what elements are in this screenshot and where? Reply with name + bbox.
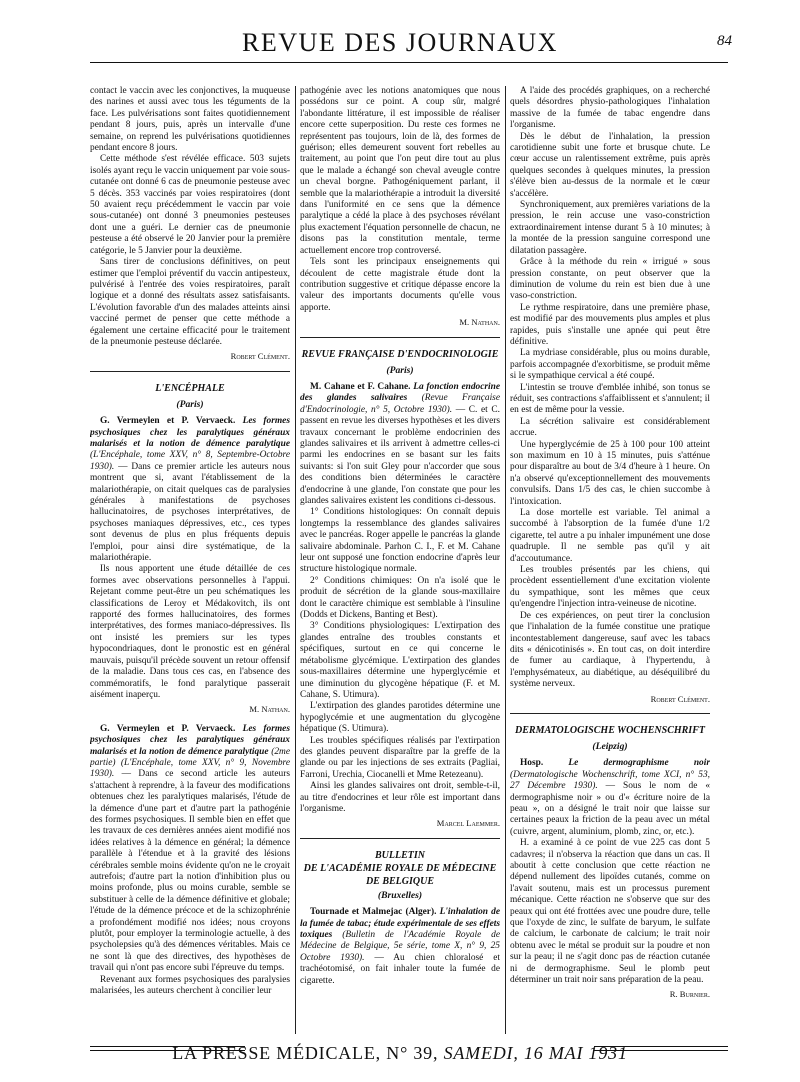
paragraph: Ils nous apportent une étude détaillée de ces formes avec observations personnelles à l'appui. Rejetant comme peut-être un peu schématiques les classifications de Leroy et Médakovitch, ils ont rapporté des formes hallucinatoires, des formes interprétatives, des formes maniaco-dépressives. Ils ont insisté les premiers sur les types hypocondriaques, dont le pronostic est en général mauvais, puisqu'il précède souvent un retour offensif de la maladie. Dans tous ces cas, en l'absence des commémoratifs, le fond paralytique passerait aisément inaperçu. (90, 564, 290, 700)
paragraph: Synchroniquement, aux premières variations de la pression, le rein accuse une vaso-constriction extraordinairement intense durant 5 à 10 minutes; à la montée de la pression sanguine correspond une dilatation passagère. (510, 200, 710, 256)
article-title: L'inhalation de la fumée de tabac; étude expérimentale de ses effets toxiques (300, 907, 500, 940)
section-city: (Leipzig) (592, 740, 628, 752)
paragraph: La dose mortelle est variable. Tel animal a succombé à l'absorption de la fumée d'une 1/2 cigarette, tel autre a pu inhaler impunément une dose quadruple. Il ne semble pas qu'il y ait d'accoutumance. (510, 508, 710, 564)
paragraph: Revenant aux formes psychosiques des paralysies malarisées, les auteurs cherchent à concilier leur (90, 974, 290, 997)
footer-issue: N° 39, (386, 1043, 439, 1063)
paragraph: pathogénie avec les notions anatomiques que nous possédons sur ce point. A coup sûr, malgré l'abondante littérature, il est impossible de réaliser encore cette superposition. Du reste ces formes ne représentent pas toujours, loin de là, des formes de guérison; elles demeurent souvent fort rebelles au traitement, au point que l'on peut dire tout au plus que le malade a échangé son cheval aveugle contre un cheval borgne. Pathogéniquement parlant, il semble que la malariothérapie a introduit la diversité dans l'uniformité en ce sens que la démence paralytique a cédé la place à des psychoses révélant plus exactement l'équation personnelle de chacun, ne disons pas la constitution mentale, terme actuellement encore trop controversé. (300, 86, 500, 256)
footer-date: SAMEDI, 16 MAI 1931 (443, 1043, 628, 1063)
signature: Marcel Laemmer. (436, 818, 500, 829)
header-rule (90, 62, 728, 63)
article-body: — Dans ce premier article les auteurs nous montrent que si, avant l'établissement de la malariothérapie, on citait quelques cas de paralysies générales à manifestations de psychoses hallucinatoires, de psychoses interprétatives, de psychoses maniaques dépressives, etc., ces types sont devenus de plus en plus fréquents depuis l'emploi, pour ainsi dire systématique, de la malariothérapie. (90, 461, 290, 564)
paragraph: Les troubles présentés par les chiens, qui procèdent essentiellement d'une excitation violente du sympathique, sont les mêmes que ceux qu'engendre l'injection intra-veineuse de nicotine. (510, 565, 710, 610)
article-authors: M. Cahane et F. Cahane. (310, 381, 411, 392)
article-authors: Hosp. (520, 758, 544, 769)
paragraph: 2° Conditions chimiques: On n'a isolé que le produit de sécrétion de la glande sous-maxillaire dont le caractère chimique est semblable à l'insuline (Dodds et Dickens, Banting et Best). (300, 575, 500, 621)
divider (90, 371, 290, 372)
paragraph: Dès le début de l'inhalation, la pression carotidienne subit une forte et brusque chute. Le cœur accuse un ralentissement extrême, puis après quelques secondes à quelques minutes, la pression s'élève bien au-dessus de la normale et le cœur s'accélère. (510, 131, 710, 199)
section-city: (Paris) (386, 364, 414, 376)
paragraph: Sans tirer de conclusions définitives, on peut estimer que l'emploi préventif du vaccin antipesteux, pulvérisé à l'entrée des voies respiratoires, paraît logique et a donné des résultats assez satisfaisants. L'évolution favorable d'un des malades atteints ainsi vacciné permet de penser que cette méthode a également une certaine efficacité pour le traitement de la pneumonie pesteuse déclarée. (90, 257, 290, 347)
column-2 (300, 86, 500, 1034)
paragraph: Le rythme respiratoire, dans une première phase, est modifié par des mouvements plus amples et plus rapides, puis s'installe une apnée qui peut être définitive. (510, 302, 710, 347)
section-heading: DE L'ACADÉMIE ROYALE DE MÉDECINE (303, 862, 497, 874)
article-body: — C. et C. passent en revue les diverses hypothèses et les divers travaux concernant le problème endocrinien des glandes salivaires et ils arrivent à admettre celles-ci parmi les endocrines en se basant sur les faits suivants: si l'on suit Gley pour n'accorder que sous des conditions bien déterminées le caractère d'endocrine à une glande, l'on constate que pour les glandes salivaires existent les conditions ci-dessous. (300, 404, 500, 506)
column-separator (295, 86, 296, 1034)
article-title: La fonction endocrine des glandes salivaires (300, 381, 500, 404)
section-heading: REVUE FRANÇAISE D'ENDOCRINOLOGIE (301, 348, 499, 360)
article-reference: (2me partie) (L'Encéphale, tome XXV, n° 9, Novembre 1930). (90, 746, 290, 780)
article-reference: (Dermatologische Wochenschrift, tome XCI, n° 53, 27 Décembre 1930). (510, 769, 710, 792)
page-footer (0, 1043, 800, 1064)
column-1 (90, 86, 290, 1034)
paragraph: A l'aide des procédés graphiques, on a recherché quels désordres physio-pathologiques l'inhalation massive de la fumée de tabac engendre dans l'organisme. (510, 86, 710, 131)
paragraph: La mydriase considérable, plus ou moins durable, parfois accompagnée d'exorbitisme, se produit même si le sympathique cervical a été coupé. (510, 348, 710, 382)
divider (510, 713, 710, 714)
signature: Robert Clément. (230, 351, 290, 362)
signature: Robert Clément. (650, 693, 710, 704)
paragraph: Tels sont les principaux enseignements qui découlent de cette magistrale étude dont la contribution suggestive et critique dépasse encore la valeur des importants documents qu'elle vous apporte. (300, 257, 500, 313)
section-heading: BULLETIN (375, 849, 425, 861)
article-reference: (Bulletin de l'Académie Royale de Médecine de Belgique, 5e série, tome X, n° 9, 25 Octobre 1930). (300, 930, 500, 963)
article (90, 724, 290, 975)
article-body: — Au chien chloralosé et trachéotomisé, on fait inhaler toute la fumée de cigarette. (300, 952, 500, 986)
section-heading: DERMATOLOGISCHE WOCHENSCHRIFT (515, 724, 705, 736)
paragraph: 3° Conditions physiologiques: L'extirpation des glandes entraîne des troubles constants et spécifiques, surtout en ce qui concerne le métabolisme glycémique. L'extirpation des glandes sous-maxillaires détermine une hyperglycémie et une diminution du glycogène hépatique (F. et M. Cahane, S. Utimura). (300, 621, 500, 700)
article-reference: (L'Encéphale, tome XXV, n° 8, Septembre-Octobre 1930). (90, 450, 290, 472)
article-title: Les formes psychosiques chez les paralytiques généraux malarisés et la notion de démence paralytique (90, 416, 290, 449)
article-authors: Tournade et Malmejac (Alger). (310, 907, 437, 918)
article-authors: G. Vermeylen et P. Vervaeck. (100, 416, 236, 427)
article-authors: G. Vermeylen et P. Vervaeck. (100, 723, 236, 734)
article (300, 907, 500, 987)
article-title: Le dermographisme noir (568, 758, 710, 769)
signature: R. Burnier. (669, 989, 710, 1000)
divider (300, 838, 500, 839)
page-header (0, 0, 800, 70)
section-city: (Bruxelles) (377, 889, 423, 901)
article-columns (90, 86, 724, 1036)
column-separator (505, 86, 506, 1034)
section-heading: DE BELGIQUE (365, 875, 435, 887)
article-reference: (Revue Française d'Endocrinologie, n° 5, Octobre 1930). (300, 393, 500, 415)
paragraph: Grâce à la méthode du rein « irrigué » sous pression constante, on peut observer que la diminution de volume du rein est bien due à une vaso-constriction. (510, 257, 710, 302)
article (510, 758, 710, 838)
article-body: — Dans ce second article les auteurs s'attachent à reprendre, à la faveur des modifications obtenues chez les paralytiques malarisés, l'étude de la démence d'une part et d'autre part la pathogénie des formes psychosiques. Il semble bien en effet que les travaux de ces dernières années aient modifié nos idées relatives à la démence en général; la démence parallèle à l'étendue et à la gravité des lésions cérébrales semble moins évidente qu'on ne le croyait autrefois; d'autre part la notion d'inhibition plus ou moins profonde, plus ou moins curable, semble se substituer à celle de la démence définitive et globale; l'étude de la démence précoce et de la schizophrénie a profondément modifié nos idées; nous croyons plutôt, pour employer la terminologie actuelle, à des psycholepsies qu'à des démences véritables. Mais ce ne sont là que des directives, des hypothèses de travail qui n'ont pas encore subi l'épreuve du temps. (90, 769, 290, 974)
paragraph: La sécrétion salivaire est considérablement accrue. (510, 416, 710, 439)
page-title: REVUE DES JOURNAUX (242, 28, 558, 57)
section-heading: L'ENCÉPHALE (155, 382, 225, 394)
paragraph: Les troubles spécifiques réalisés par l'extirpation des glandes peuvent disparaître par la greffe de la glande ou par les injections de ses extraits (Pagliai, Farroni, Urechia, Ciocanelli et Mme Retezeanu). (300, 735, 500, 780)
page-number: 84 (717, 33, 732, 49)
paragraph: H. a examiné à ce point de vue 225 cas dont 5 cadavres; il n'observa la réaction que dans un cas. Il aboutit à cette conclusion que cette réaction ne dépend nullement des lipoïdes cutanés, comme on l'avait soutenu, mais est un processus purement mécanique. Cette réaction ne s'observe que sur des peaux qui ont été frottées avec une poudre dure, telle que l'oxyde de zinc, le sulfate de baryum, le sulfate de calcium, le carbonate de calcium; le trait noir obtenu avec le métal se produit sur la poudre et non sur la peau; il ne s'agit donc pas de réaction cutanée ni de dermographisme. Seul le plomb peut déterminer un trait noir sans préparation de la peau. (510, 838, 710, 986)
signature: M. Nathan. (249, 704, 290, 715)
paragraph: contact le vaccin avec les conjonctives, la muqueuse des narines et aussi avec tous les téguments de la face. Les pulvérisations sont faites quotidiennement pendant 8 jours, puis, après un intervalle d'une semaine, on reprend les pulvérisations quotidiennes pendant encore 8 jours. (90, 86, 290, 154)
article (300, 382, 500, 507)
paragraph: Cette méthode s'est révélée efficace. 503 sujets isolés ayant reçu le vaccin uniquement par voie sous-cutanée ont donné 6 cas de pneumonie pesteuse avec 5 décès. 353 vaccinés par voies respiratoires (dont 50 avaient reçu précédemment le vaccin par voie sous-cutanée) ont donné 3 pneumonies pesteuses dont une a guéri. Le dernier cas de pneumonie pesteuse a été observé le 20 Janvier pour la première catégorie, le 5 Janvier pour la deuxième. (90, 154, 290, 256)
paragraph: Ainsi les glandes salivaires ont droit, semble-t-il, au titre d'endocrines et leur rôle est important dans l'organisme. (300, 781, 500, 814)
article-title: Les formes psychosiques chez les paralytiques généraux malarisés et la notion de démence paralytique (90, 723, 290, 757)
article (90, 416, 290, 564)
paragraph: 1° Conditions histologiques: On connaît depuis longtemps la ressemblance des glandes salivaires avec le pancréas. Roger appelle le pancréas la glande salivaire abdominale. Parhon C. I., F. et M. Cahane leur ont supposé une fonction endocrine d'après leur structure histologique normale. (300, 507, 500, 575)
article-body: — Sous le nom de « dermographisme noir » ou d'« écriture noire de la peau », on a désigné le trait noir que laisse sur certaines peaux la friction de la peau avec un métal (cuivre, argent, aluminium, plomb, zinc, or, etc.). (510, 781, 710, 837)
signature: M. Nathan. (459, 317, 500, 328)
paragraph: Une hyperglycémie de 25 à 100 pour 100 atteint son maximum en 10 à 15 minutes, puis s'atténue pour disparaître au bout de 3/4 d'heure à 1 heure. On n'a observé qu'exceptionnellement des mouvements convulsifs. Dans 1/5 des cas, le chien succombe à l'intoxication. (510, 439, 710, 507)
divider (300, 337, 500, 338)
section-city: (Paris) (176, 398, 204, 410)
paragraph: De ces expériences, on peut tirer la conclusion que l'inhalation de la fumée constitue une pratique incontestablement dangereuse, sauf avec les tabacs dits « dénicotinisés ». En tout cas, on doit interdire de fumer au cardiaque, à l'hypertendu, à l'emphysémateux, au diabétique, au déséquilibré du système nerveux. (510, 610, 710, 690)
footer-journal: LA PRESSE MÉDICALE, (172, 1043, 381, 1063)
paragraph: L'extirpation des glandes parotides détermine une hypoglycémie et une augmentation du glycogène hépatique (S. Utimura). (300, 701, 500, 735)
paragraph: L'intestin se trouve d'emblée inhibé, son tonus se réduit, ses contractions s'affaiblissent et s'annulent; il en est de même pour la vessie. (510, 382, 710, 416)
column-3 (510, 86, 710, 1034)
